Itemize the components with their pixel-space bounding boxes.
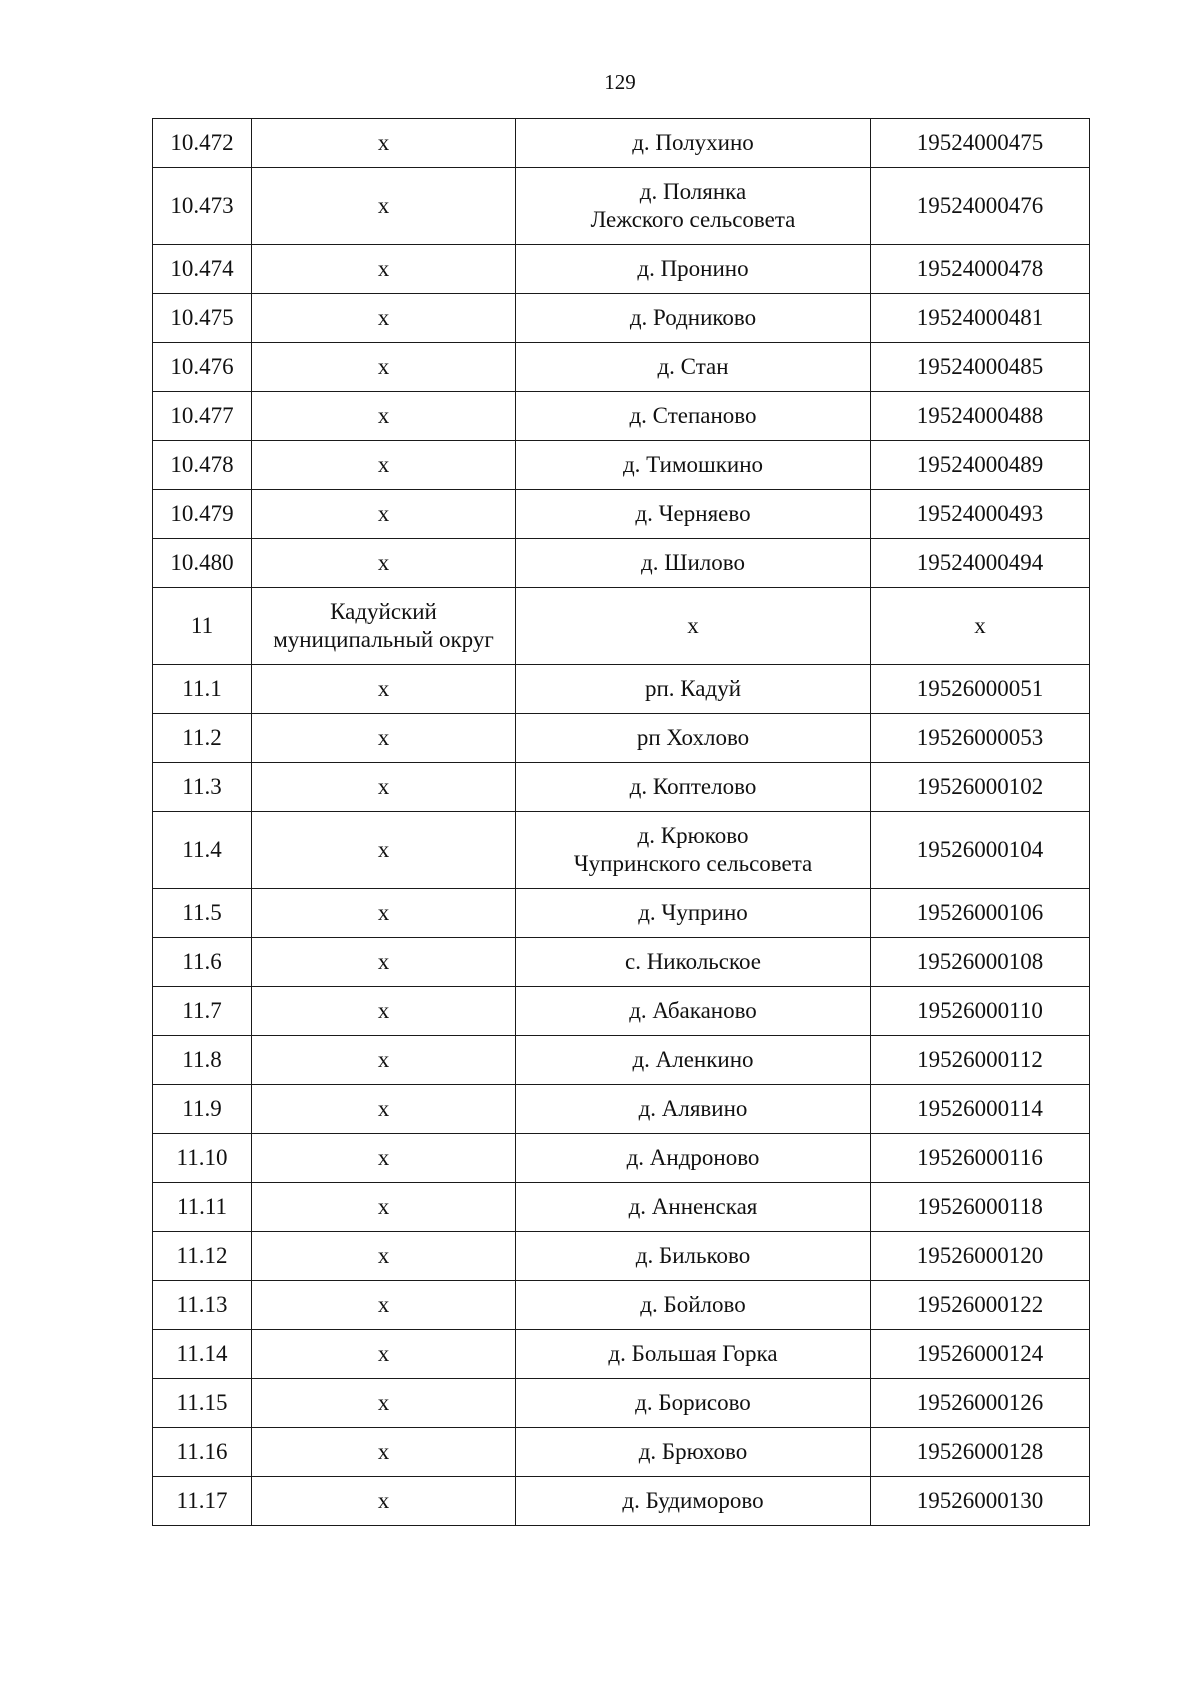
- district-cell: x: [252, 392, 516, 441]
- oktmo-code-cell: 19526000130: [871, 1477, 1090, 1526]
- table-row: [153, 812, 1090, 889]
- row-number-cell: 11.1: [153, 665, 252, 714]
- settlement-name-line: д. Родниково: [629, 305, 757, 330]
- district-cell: x: [252, 343, 516, 392]
- settlement-cell: [516, 1281, 871, 1330]
- table-row: [153, 1183, 1090, 1232]
- row-number-cell: 10.475: [153, 294, 252, 343]
- row-number-cell: 10.473: [153, 168, 252, 245]
- district-cell: x: [252, 1379, 516, 1428]
- oktmo-code-cell: 19524000481: [871, 294, 1090, 343]
- settlement-name-line: д. Андроново: [626, 1145, 760, 1170]
- oktmo-code-cell: 19524000494: [871, 539, 1090, 588]
- settlement-name-line: д. Бойлово: [640, 1292, 746, 1317]
- district-cell: x: [252, 1281, 516, 1330]
- settlement-name-line: д. Борисово: [635, 1390, 751, 1415]
- settlement-name-line: д. Анненская: [628, 1194, 758, 1219]
- oktmo-code-cell: 19526000104: [871, 812, 1090, 889]
- district-cell: x: [252, 665, 516, 714]
- table-row: [153, 245, 1090, 294]
- row-number-cell: 10.480: [153, 539, 252, 588]
- settlement-cell: [516, 1036, 871, 1085]
- district-cell: x: [252, 1477, 516, 1526]
- settlement-name-line: д. Черняево: [635, 501, 751, 526]
- row-number-cell: 11.16: [153, 1428, 252, 1477]
- table-row: [153, 441, 1090, 490]
- row-number-cell: 11.3: [153, 763, 252, 812]
- table-row: [153, 665, 1090, 714]
- table-row: [153, 539, 1090, 588]
- settlement-cell: [516, 294, 871, 343]
- settlement-name-line: д. Тимошкино: [622, 452, 764, 477]
- oktmo-code-cell: 19524000478: [871, 245, 1090, 294]
- row-number-cell: 11.4: [153, 812, 252, 889]
- row-number-cell: 11.5: [153, 889, 252, 938]
- district-cell: x: [252, 441, 516, 490]
- table-row: [153, 1036, 1090, 1085]
- table-row: [153, 1281, 1090, 1330]
- district-cell: x: [252, 119, 516, 168]
- settlement-name-line: д. Коптелово: [629, 774, 757, 799]
- row-number-cell: 11.17: [153, 1477, 252, 1526]
- row-number-cell: 11.10: [153, 1134, 252, 1183]
- table-row: [153, 1428, 1090, 1477]
- settlement-cell: [516, 1330, 871, 1379]
- oktmo-code-cell: 19526000118: [871, 1183, 1090, 1232]
- settlement-name-line: д. Пронино: [637, 256, 749, 281]
- oktmo-code-cell: 19526000110: [871, 987, 1090, 1036]
- district-cell: x: [252, 245, 516, 294]
- district-cell: x: [252, 294, 516, 343]
- settlement-name-line: д. Шилово: [641, 550, 745, 575]
- table-body: [153, 119, 1090, 1526]
- table-row: [153, 987, 1090, 1036]
- district-cell: x: [252, 1036, 516, 1085]
- row-number-cell: 11.15: [153, 1379, 252, 1428]
- settlement-cell: [516, 1183, 871, 1232]
- settlement-cell: [516, 1477, 871, 1526]
- oktmo-code-cell: 19526000124: [871, 1330, 1090, 1379]
- row-number-cell: 10.474: [153, 245, 252, 294]
- row-number-cell: 11.11: [153, 1183, 252, 1232]
- district-cell: x: [252, 938, 516, 987]
- table-row: [153, 938, 1090, 987]
- settlement-cell: [516, 889, 871, 938]
- district-cell: x: [252, 490, 516, 539]
- district-cell: x: [252, 539, 516, 588]
- settlement-name-line: рп. Кадуй: [644, 676, 742, 701]
- row-number-cell: 10.479: [153, 490, 252, 539]
- district-cell: x: [252, 889, 516, 938]
- settlement-name-line: д. Стан: [657, 354, 729, 379]
- oktmo-code-cell: 19526000053: [871, 714, 1090, 763]
- table-row: [153, 1330, 1090, 1379]
- district-cell: x: [252, 812, 516, 889]
- table-row: [153, 1085, 1090, 1134]
- oktmo-code-cell: 19524000485: [871, 343, 1090, 392]
- settlement-cell: [516, 245, 871, 294]
- district-cell: x: [252, 714, 516, 763]
- oktmo-code-cell: 19526000122: [871, 1281, 1090, 1330]
- settlement-name-line: Чупринского сельсовета: [573, 851, 813, 876]
- district-cell: [252, 588, 516, 665]
- settlement-name-line: д. Бильково: [635, 1243, 751, 1268]
- settlement-name-line: x: [687, 613, 699, 638]
- oktmo-code-cell: 19524000488: [871, 392, 1090, 441]
- row-number-cell: 11.14: [153, 1330, 252, 1379]
- oktmo-code-cell: 19526000116: [871, 1134, 1090, 1183]
- table-row: [153, 1232, 1090, 1281]
- table-row: [153, 714, 1090, 763]
- row-number-cell: 11: [153, 588, 252, 665]
- row-number-cell: 10.477: [153, 392, 252, 441]
- district-cell: x: [252, 1183, 516, 1232]
- settlement-cell: [516, 665, 871, 714]
- row-number-cell: 11.7: [153, 987, 252, 1036]
- oktmo-code-cell: 19526000102: [871, 763, 1090, 812]
- settlement-cell: [516, 343, 871, 392]
- row-number-cell: 10.472: [153, 119, 252, 168]
- row-number-cell: 11.6: [153, 938, 252, 987]
- oktmo-code-cell: 19526000126: [871, 1379, 1090, 1428]
- oktmo-code-cell: 19526000051: [871, 665, 1090, 714]
- settlement-name-line: д. Степаново: [629, 403, 757, 428]
- settlement-name-line: д. Крюково: [637, 823, 749, 848]
- settlement-name-line: д. Алявино: [638, 1096, 748, 1121]
- settlement-cell: [516, 763, 871, 812]
- settlement-name-line: д. Аленкино: [632, 1047, 754, 1072]
- settlements-table: [152, 118, 1090, 1526]
- district-name-line: Кадуйский: [330, 599, 437, 624]
- settlement-cell: [516, 1085, 871, 1134]
- table-row: [153, 763, 1090, 812]
- settlement-cell: [516, 392, 871, 441]
- table-row: [153, 588, 1090, 665]
- row-number-cell: 11.12: [153, 1232, 252, 1281]
- oktmo-code-cell: 19526000128: [871, 1428, 1090, 1477]
- row-number-cell: 10.476: [153, 343, 252, 392]
- settlement-cell: [516, 987, 871, 1036]
- settlement-name-line: д. Чуприно: [638, 900, 748, 925]
- oktmo-code-cell: x: [871, 588, 1090, 665]
- table-row: [153, 343, 1090, 392]
- district-cell: x: [252, 1330, 516, 1379]
- settlement-cell: [516, 1379, 871, 1428]
- page-number: 129: [604, 70, 636, 94]
- district-cell: x: [252, 1085, 516, 1134]
- settlement-cell: [516, 714, 871, 763]
- row-number-cell: 11.8: [153, 1036, 252, 1085]
- settlement-cell: [516, 119, 871, 168]
- table-row: [153, 1477, 1090, 1526]
- district-cell: x: [252, 763, 516, 812]
- oktmo-code-cell: 19526000112: [871, 1036, 1090, 1085]
- row-number-cell: 10.478: [153, 441, 252, 490]
- settlement-cell: [516, 1428, 871, 1477]
- oktmo-code-cell: 19524000475: [871, 119, 1090, 168]
- row-number-cell: 11.13: [153, 1281, 252, 1330]
- settlement-cell: [516, 1232, 871, 1281]
- table-row: [153, 490, 1090, 539]
- oktmo-code-cell: 19526000106: [871, 889, 1090, 938]
- district-name-line: муниципальный округ: [273, 627, 494, 652]
- district-cell: x: [252, 1428, 516, 1477]
- settlement-cell: [516, 588, 871, 665]
- settlement-name-line: Лежского сельсовета: [590, 207, 796, 232]
- oktmo-code-cell: 19526000108: [871, 938, 1090, 987]
- table-row: [153, 1379, 1090, 1428]
- settlement-cell: [516, 539, 871, 588]
- oktmo-code-cell: 19524000493: [871, 490, 1090, 539]
- district-cell: x: [252, 1134, 516, 1183]
- settlement-name-line: д. Брюхово: [638, 1439, 748, 1464]
- settlement-cell: [516, 168, 871, 245]
- oktmo-code-cell: 19526000120: [871, 1232, 1090, 1281]
- oktmo-code-cell: 19524000476: [871, 168, 1090, 245]
- table-row: [153, 294, 1090, 343]
- settlement-name-line: д. Полухино: [632, 130, 754, 155]
- settlement-cell: [516, 938, 871, 987]
- settlement-name-line: рп Хохлово: [636, 725, 750, 750]
- settlement-cell: [516, 490, 871, 539]
- table-row: [153, 889, 1090, 938]
- oktmo-code-cell: 19524000489: [871, 441, 1090, 490]
- row-number-cell: 11.2: [153, 714, 252, 763]
- table-row: [153, 119, 1090, 168]
- row-number-cell: 11.9: [153, 1085, 252, 1134]
- district-cell: x: [252, 1232, 516, 1281]
- district-cell: x: [252, 987, 516, 1036]
- table-row: [153, 1134, 1090, 1183]
- settlement-cell: [516, 1134, 871, 1183]
- settlement-cell: [516, 812, 871, 889]
- settlement-name-line: д. Будиморово: [622, 1488, 764, 1513]
- settlement-name-line: д. Полянка: [639, 179, 747, 204]
- settlement-name-line: д. Большая Горка: [608, 1341, 778, 1366]
- table-row: [153, 168, 1090, 245]
- oktmo-code-cell: 19526000114: [871, 1085, 1090, 1134]
- table-row: [153, 392, 1090, 441]
- district-cell: x: [252, 168, 516, 245]
- settlement-name-line: с. Никольское: [624, 949, 761, 974]
- settlement-name-line: д. Абаканово: [629, 998, 757, 1023]
- settlement-cell: [516, 441, 871, 490]
